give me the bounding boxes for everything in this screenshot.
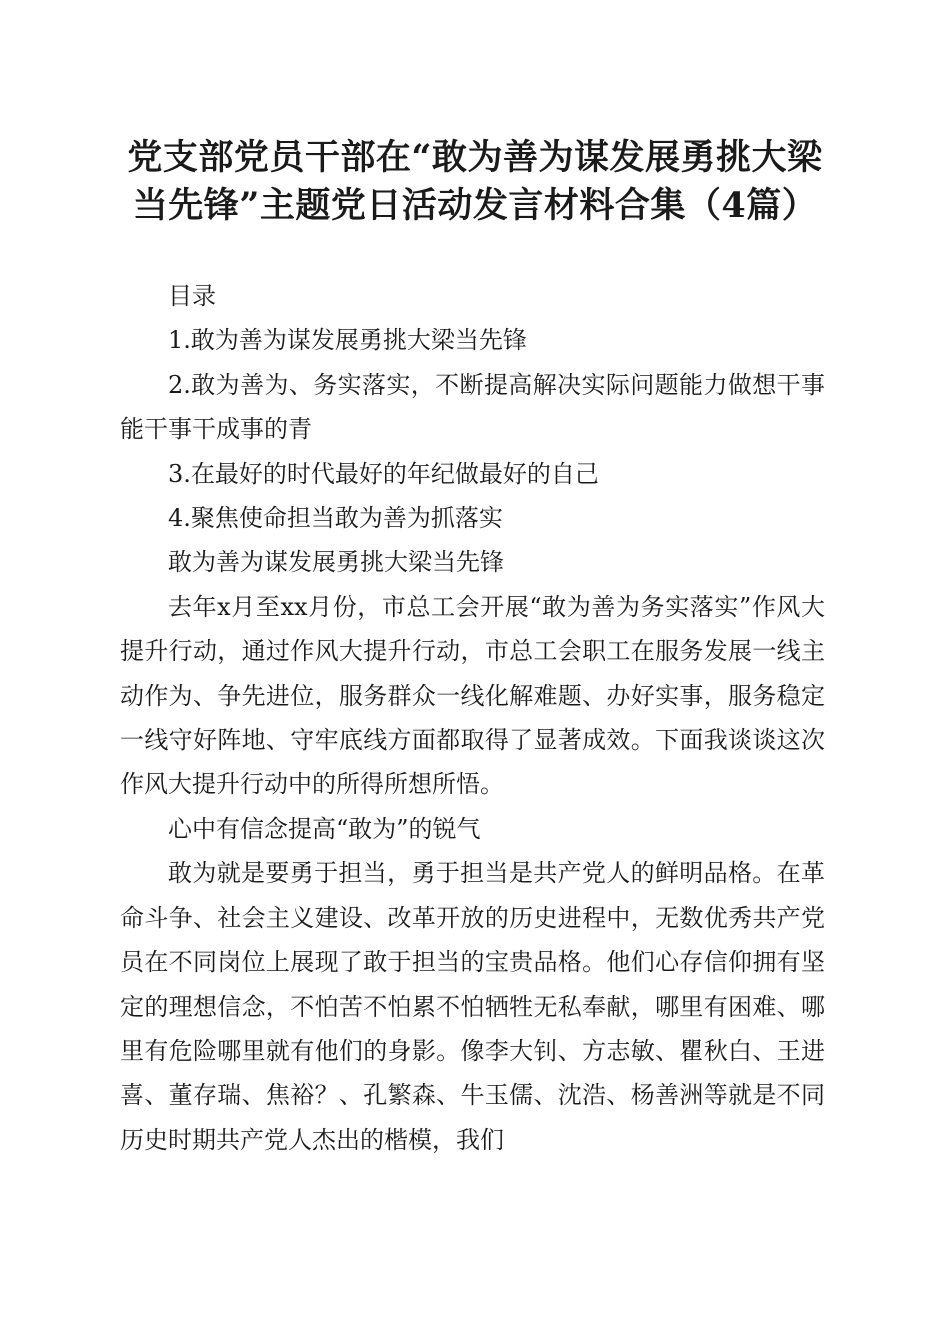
toc-item-3: 3.在最好的时代最好的年纪做最好的自己 xyxy=(168,459,599,488)
paragraph-1: 去年x月至xx月份，市总工会开展“敢为善为务实落实”作风大提升行动，通过作风大提升行动，市总工会职工在服务发展一线主动作为、争先进位，服务群众一线化解难题、办好实事，服务稳定一线守好阵地、守牢底线方面都取得了显著成效。下面我谈谈这次作风大提升行动中的所得所想所悟。 xyxy=(120,592,825,799)
toc-heading: 目录 xyxy=(168,282,216,310)
document-title-line-2: 当先锋”主题党日活动发言材料合集（4篇） xyxy=(132,185,818,226)
document-body xyxy=(120,274,825,1162)
toc-item-4: 4.聚焦使命担当敢为善为抓落实 xyxy=(168,504,503,533)
toc-item-1: 1.敢为善为谋发展勇挑大梁当先锋 xyxy=(168,326,527,355)
toc-item-2: 2.敢为善为、务实落实，不断提高解决实际问题能力做想干事能干事干成事的青 xyxy=(120,370,825,444)
paragraph-2: 敢为就是要勇于担当，勇于担当是共产党人的鲜明品格。在革命斗争、社会主义建设、改革开放的历史进程中，无数优秀共产党员在不同岗位上展现了敢于担当的宝贵品格。他们心存信仰拥有坚定的理想信念，不怕苦不怕累不怕牺牲无私奉献，哪里有困难、哪里有危险哪里就有他们的身影。像李大钊、方志敏、瞿秋白、王进喜、董存瑞、焦裕？、孔繁森、牛玉儒、沈浩、杨善洲等就是不同历史时期共产党人杰出的楷模，我们 xyxy=(120,859,825,1154)
section-heading: 敢为善为谋发展勇挑大梁当先锋 xyxy=(168,548,504,577)
subheading-1: 心中有信念提高“敢为”的锐气 xyxy=(168,814,481,843)
document-title-line-1: 党支部党员干部在“敢为善为谋发展勇挑大梁 xyxy=(127,137,823,178)
